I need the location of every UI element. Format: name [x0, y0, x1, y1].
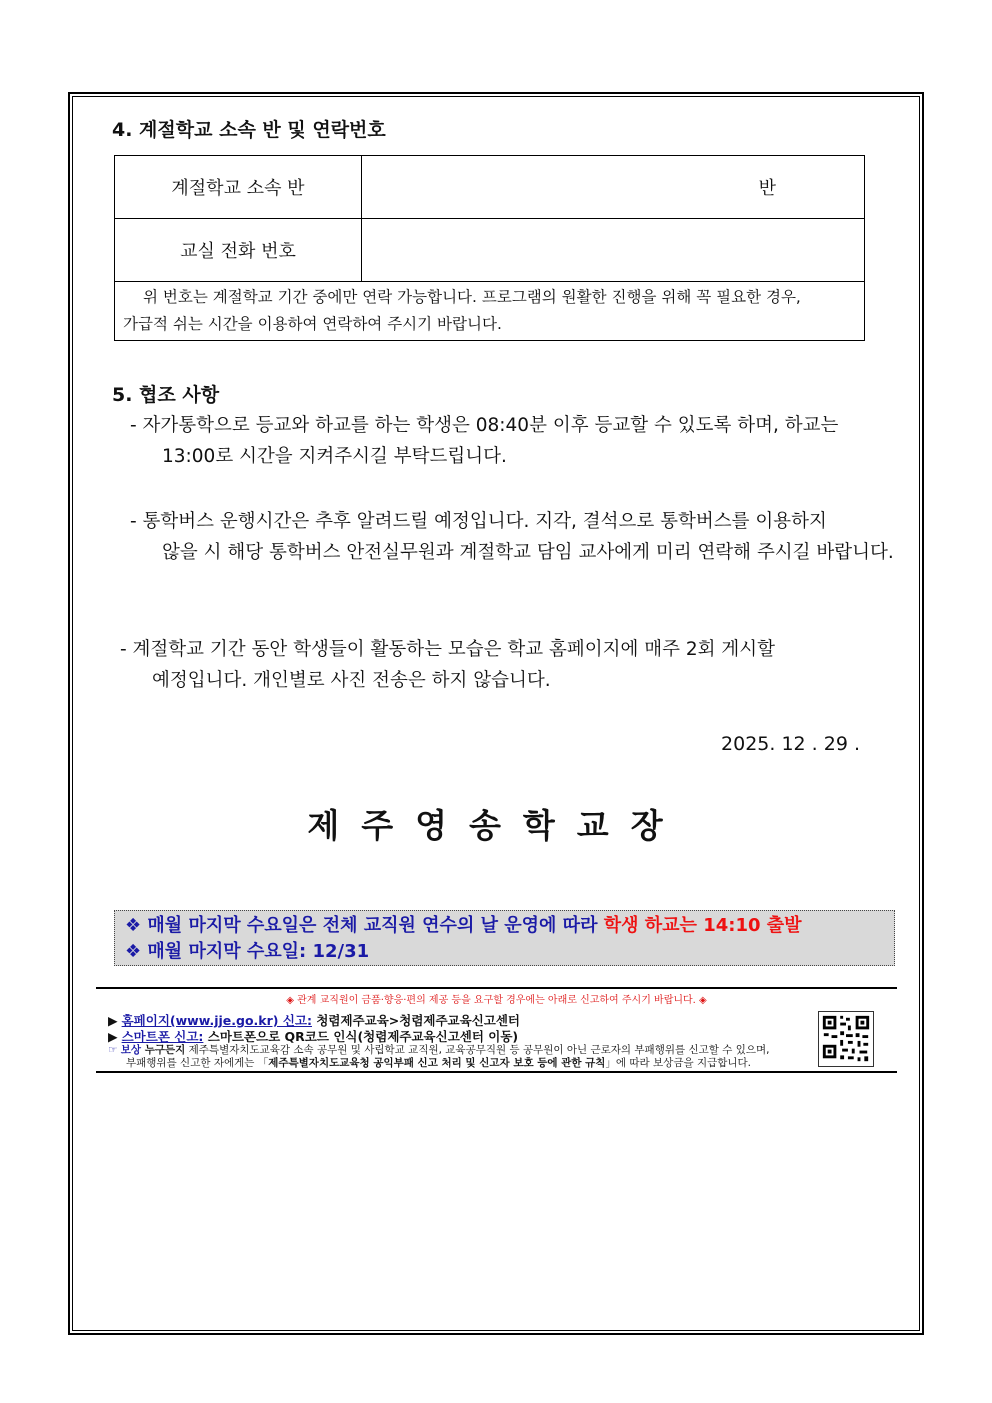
table-row [115, 219, 865, 282]
reward-text: 제주특별자치도교육감 소속 공무원 및 사립학교 교직원, 교육공무직원 등 공무원이 아닌 근로자의 부패행위를 신고할 수 있으며, [185, 1044, 770, 1056]
note-line-2: 가급적 쉬는 시간을 이용하여 연락하여 주시기 바랍니다. [123, 315, 502, 333]
cooperation-item-3 [120, 634, 898, 696]
phone-value [362, 219, 865, 282]
section5-heading: 5. 협조 사항 [112, 384, 220, 406]
school-name: 제주영송학교장 [307, 806, 685, 845]
item1-first-line: - 자가통학으로 등교와 하교를 하는 학생은 08:40분 이후 등교할 수 있도록 하며, 하교는 [130, 415, 839, 436]
cooperation-item-2 [130, 506, 898, 568]
item1-rest: 13:00로 시간을 지켜주시길 부탁드립니다. [162, 446, 507, 467]
cooperation-item-1 [130, 410, 898, 472]
table-row [115, 156, 865, 219]
notice-line1-text: ❖ 매월 마지막 수요일은 전체 교직원 연수의 날 운영에 따라 [125, 915, 604, 936]
reward-line-2 [126, 1055, 751, 1070]
footer-top-line: ◈ 관계 교직원이 금품·향응·편의 제공 등을 요구할 경우에는 아래로 신고하여 주시기 바랍니다. ◈ [286, 995, 707, 1006]
arrow-icon: ▶ [108, 1013, 122, 1028]
reward-rule-name: 제주특별자치도교육청 공익부패 신고 처리 및 신고자 보호 등에 관한 규칙 [268, 1057, 606, 1069]
homepage-link[interactable]: 홈페이지(www.jje.go.kr) 신고: [121, 1013, 312, 1028]
note-line-1: 위 번호는 계절학교 기간 중에만 연락 가능합니다. 프로그램의 원활한 진행을 위해 꼭 필요한 경우, [143, 288, 801, 306]
item2-rest: 않을 시 해당 통학버스 안전실무원과 계절학교 담임 교사에게 미리 연락해 주시길 바랍니다. [162, 542, 894, 563]
pointing-hand-icon: ☞ [108, 1044, 121, 1056]
table-row [115, 282, 865, 341]
qr-code-icon[interactable] [818, 1011, 874, 1067]
reward-who: 누구든지 [141, 1044, 186, 1056]
reward-line2-b: 」에 따라 보상금을 지급합니다. [605, 1057, 752, 1069]
contact-table [114, 155, 865, 341]
notice-line-1 [125, 913, 884, 939]
smartphone-text: 스마트폰으로 QR코드 인식(청렴제주교육신고센터 이동) [203, 1029, 519, 1044]
class-label: 계절학교 소속 반 [115, 156, 362, 219]
notice-box [114, 910, 895, 966]
contact-note [115, 282, 865, 341]
notice-dismissal-time: 학생 하교는 14:10 출발 [603, 915, 802, 936]
item3-first-line: - 계절학교 기간 동안 학생들이 활동하는 모습은 학교 홈페이지에 매주 2회 게시할 [120, 639, 776, 660]
class-value: 반 [362, 156, 865, 219]
arrow-icon: ▶ [108, 1029, 122, 1044]
homepage-path: 청렴제주교육>청렴제주교육신고센터 [311, 1013, 521, 1028]
phone-label: 교실 전화 번호 [115, 219, 362, 282]
notice-line-2: ❖ 매월 마지막 수요일: 12/31 [125, 941, 370, 962]
item2-first-line: - 통학버스 운행시간은 추후 알려드릴 예정입니다. 지각, 결석으로 통학버스를 이용하지 [130, 511, 827, 532]
smartphone-label: 스마트폰 신고: [121, 1029, 204, 1044]
item3-rest: 예정입니다. 개인별로 사진 전송은 하지 않습니다. [152, 670, 551, 691]
reward-line2-a: 부패행위를 신고한 자에게는 「 [126, 1057, 269, 1069]
report-footer [96, 987, 897, 1073]
reward-label: 보상 [120, 1044, 142, 1056]
section4-heading: 4. 계절학교 소속 반 및 연락번호 [112, 119, 386, 141]
document-date: 2025. 12 . 29 . [721, 733, 860, 755]
